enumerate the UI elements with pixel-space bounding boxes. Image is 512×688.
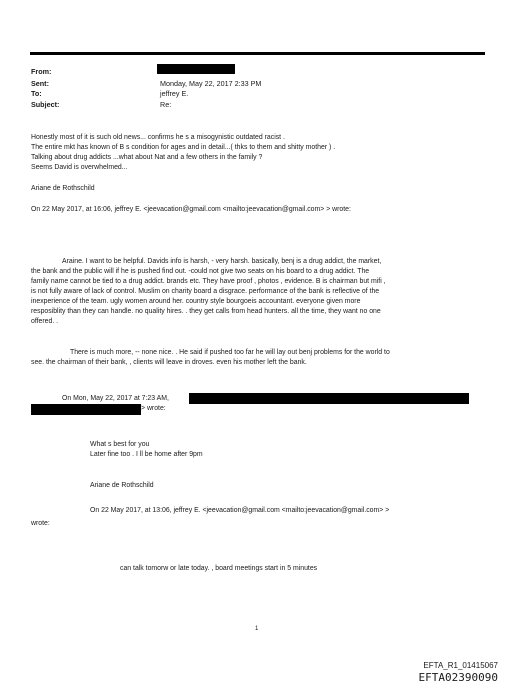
header-rule — [30, 52, 485, 55]
body1-line-4: Seems David is overwhelmed... — [31, 164, 128, 171]
to-value: jeffrey E. — [160, 89, 189, 98]
body1-line-1: Honestly most of it is such old news... confirms he s a misogynistic outdated racist . — [31, 134, 285, 141]
body2-line-2: the bank and the public will if he is pushed find out. -could not give two seats on his board to a drug addict. The — [31, 268, 370, 275]
quote-header-2-wrote: > wrote: — [141, 405, 166, 412]
redaction-from — [157, 64, 235, 74]
quote-header-3-wrote: wrote: — [31, 520, 50, 527]
from-label: From: — [31, 67, 52, 76]
body2-line-3: family name cannot be tied to a drug addict. brands etc. They have proof , photos , evidence. B is chairman but mifi , — [31, 278, 386, 285]
body1-line-3: Talking about drug addicts ...what about Nat and a few others in the family ? — [31, 154, 263, 161]
footer-bates-small: EFTA_R1_01415067 — [423, 661, 498, 670]
body2-line-4: is not fully aware of lack of control. Muslim on charity board a disgrace. performance of the bank is reflective of the — [31, 288, 380, 295]
body3-line-2: see. the chairman of their bank, , clients will leave in droves. even his mother left the bank. — [31, 359, 307, 366]
signature-1: Ariane de Rothschild — [31, 185, 95, 192]
body2-line-6: resposiblity than they can handle. no quality hires. . they get calls from head hunters. all the time, they want no one — [31, 308, 381, 315]
body2-line-1: Araine. I want to be helpful. Davids info is harsh, - very harsh. basically, benj is a drug addict, the market, — [62, 258, 382, 265]
quote-header-1: On 22 May 2017, at 16:06, jeffrey E. <jeevacation@gmail.com <mailto:jeevacation@gmail.com> > wrote: — [31, 206, 351, 213]
to-label: To: — [31, 89, 42, 98]
footer-bates-large: EFTA02390090 — [418, 671, 498, 684]
subject-value: Re: — [160, 100, 172, 109]
sent-label: Sent: — [31, 79, 49, 88]
body5-line-1: can talk tomorw or late today. , board meetings start in 5 minutes — [120, 565, 318, 572]
quote-header-2: On Mon, May 22, 2017 at 7:23 AM, — [62, 395, 169, 402]
quote-header-3: On 22 May 2017, at 13:06, jeffrey E. <jeevacation@gmail.com <mailto:jeevacation@gmail.com> > — [90, 507, 390, 514]
body4-line-1: What s best for you — [90, 441, 150, 448]
page-number: 1 — [255, 626, 259, 632]
body2-line-5: inexperience of the team. ugly women around her. country style bourgoeis accountant. everyone given more — [31, 298, 361, 305]
body1-line-2: The entire mkt has known of B s condition for ages and in detail...( thks to them and shitty mother ) . — [31, 144, 336, 151]
redaction-quote2-email — [31, 404, 141, 415]
body2-line-7: offered. . — [31, 318, 59, 325]
body4-line-2: Later fine too . I ll be home after 9pm — [90, 451, 203, 458]
body3-line-1: There is much more, -- none nice. . He said if pushed too far he will lay out benj problems for the world to — [70, 349, 390, 356]
sent-value: Monday, May 22, 2017 2:33 PM — [160, 79, 262, 88]
signature-2: Ariane de Rothschild — [90, 482, 154, 489]
redaction-quote2-sender — [189, 393, 469, 404]
subject-label: Subject: — [31, 100, 60, 109]
